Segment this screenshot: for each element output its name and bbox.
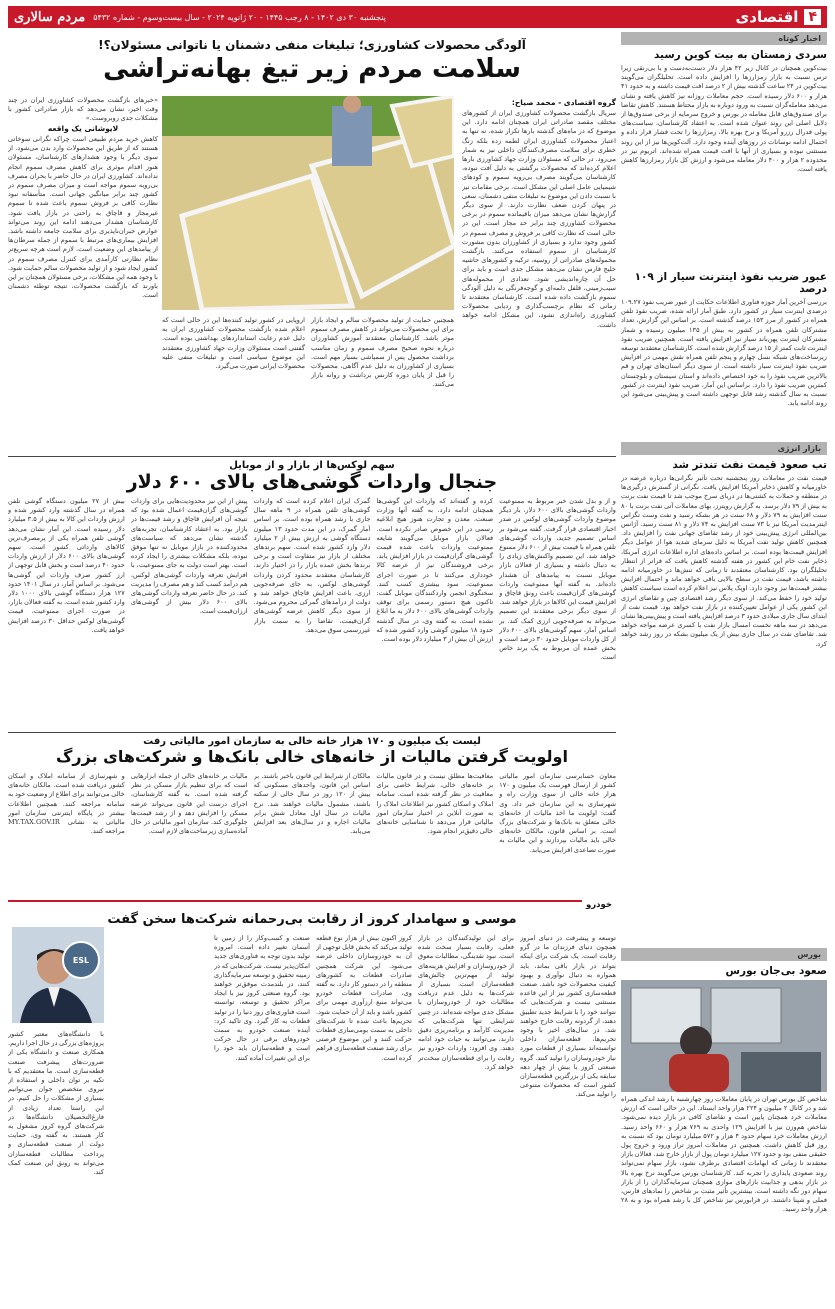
auto-col-1: توسعه و پیشرفت در دنیای امروز همچون دنیای فرزندان ما در گرو رقابت است. یک شرکت برای اینکه بتواند در بازار باقی بماند، باید همواره به دنبال نوآوری و بهبود کیفیت محصولات خود باشد. صنعت قطعه‌سازی کشور نیز از این قاعده مستثنی نیست و شرکت‌هایی که نتوانند خود را با شرایط جدید تطبیق دهند، از گردونه رقابت خارج خواهند شد. در سال‌های اخیر با وجود تحریم‌ها، قطعه‌سازان داخلی توانسته‌اند بسیاری از قطعات مورد نیاز خودروسازان را تولید کنند. گروه صنعتی کروز با بیش از چهار دهه سابقه یکی از بزرگترین قطعه‌سازان کشور است که محصولات متنوعی را تولید می‌کند. [520,934,616,1099]
stock-photo [621,980,827,1092]
phones-col-2: کرده و گفته‌اند که واردات این گوشی‌ها همچنان ادامه دارد. به گفته آنها وزارت صنعت، معدن و تجارت هنوز هیچ ابلاغیه رسمی در این خصوص صادر نکرده است. فعالان بازار موبایل می‌گویند شایعه ممنوعیت واردات باعث شده قیمت گوشی‌های گران‌قیمت در بازار افزایش یابد. برخی فروشندگان نیز از عرضه کالا خودداری می‌کنند تا در صورت اجرای ممنوعیت، سود بیشتری کسب کنند. سخنگوی انجمن واردکنندگان موبایل گفت: تاکنون هیچ دستور رسمی برای توقف واردات گوشی‌های بالای ۶۰۰ دلار به ما ابلاغ نشده است. به گفته وی، در سال گذشته حدود ۱۸ میلیون گوشی وارد کشور شده که ارزش آن بیش از ۳ میلیارد دلار بوده است. [376,497,494,644]
bitcoin-headline: سردی زمستان به بیت کوین رسید [653,49,827,61]
trader-image [621,980,827,1092]
masthead [8,6,827,28]
auto-story-header [8,912,616,927]
newspaper-brand: مردم سالاری [14,9,86,25]
phones-col-5: بیش از ۲۷ میلیون دستگاه گوشی تلفن همراه در سال گذشته وارد کشور شده و ارزش واردات این کالا به بیش از ۳.۵ میلیارد دلار رسیده است. این آمار نشان می‌دهد گوشی تلفن همراه یکی از پرمصرف‌ترین کالاهای وارداتی کشور است. سهم گوشی‌های بالای ۶۰۰ دلار از ارزش واردات حدود ۴۰ درصد است و بخش قابل توجهی از ارز کشور صرف واردات این گوشی‌ها می‌شود. بر اساس آمار، در سال ۱۴۰۱ حدود ۱۲۷ هزار دستگاه گوشی بالای ۱۰۰۰ دلار وارد کشور شده است. به گفته فعالان بازار، در صورت اجرای ممنوعیت، قیمت گوشی‌های لوکس حداقل ۳۰ درصد افزایش خواهد یافت. [8,497,125,634]
auto-headline: موسی و سهامدار کروز از رقابت بی‌رحمانه شرکت‌ها سخن گفت [107,912,517,927]
esl-logo: ESL [62,941,100,979]
tax-story-header [8,736,616,766]
section-label: اقتصادی [735,8,799,26]
lead-photo [162,96,454,310]
phones-headline: جنجال واردات گوشی‌های بالای ۶۰۰ دلار [126,471,498,493]
ribbon-energy: بازار انرژی [621,442,827,455]
phones-col-4: پیش از این نیز محدودیت‌هایی برای واردات گوشی‌های گران‌قیمت اعمال شده بود که نتیجه آن افزایش قاچاق و رشد قیمت‌ها در بازار بود. به اعتقاد کارشناسان، تجربه‌های گذشته نشان می‌دهد که سیاست‌های محدودکننده در بازار موبایل نه تنها موفق نبوده، بلکه مشکلات بیشتری را ایجاد کرده است. بهتر است دولت به جای ممنوعیت، با افزایش تعرفه واردات گوشی‌های لوکس، هم درآمد کسب کند و هم مصرف را مدیریت کند. در حال حاضر تعرفه واردات گوشی‌های بالای ۶۰۰ دلار بیش از گوشی‌های ارزان‌قیمت است. [130,497,248,616]
lead-left-intro: «خبرهای بازگشت محصولات کشاورزی ایران در چند وقت اخیر، نشان می‌دهد که بازار صادراتی کشور با مشکلات جدی روبروست.» [8,96,158,122]
tax-col-5: و شهرسازی از سامانه املاک و اسکان کشور دریافت شده است. مالکان خانه‌های خالی می‌توانند برای اطلاع از وضعیت خود به سامانه مراجعه کنند. همچنین اطلاعات بیشتر در پایگاه اینترنتی سازمان امور مالیاتی به نشانی MY.TAX.GOV.IR مراجعه کنند. [8,772,125,836]
lead-kicker: آلودگی محصولات کشاورزی؛ تبلیغات منفی دشمنان یا ناتوانی مسئولان؟! [98,38,526,52]
page-number: ۴ [804,9,821,25]
stock-body: شاخص کل بورس تهران در پایان معاملات روز چهارشنبه با رشد اندکی همراه شد و در کانال ۲ میلیون و ۲۲۴ هزار واحد ایستاد. این در حالی است که ارزش معاملات خرد همچنان پایین است و تقاضای کافی در بازار دیده نمی‌شود. شاخص هم‌وزن نیز با افزایش ۱۲۹ واحدی به ۷۶۹ هزار و ۶۶۰ واحد رسید. ارزش معاملات خرد سهام حدود ۴ هزار و ۵۷۲ میلیارد تومان بود که نسبت به روز قبل کاهش داشت. همچنین در معاملات امروز تراز ورود و خروج پول حقیقی منفی بود و حدود ۱۲۷ میلیارد تومان پول از بازار خارج شد. فعالان بازار معتقدند تا زمانی که ابهامات اقتصادی برطرف نشود، بازار سهام نمی‌تواند روند صعودی پایداری را تجربه کند. کارشناسان بورس می‌گویند نرخ بهره بالا در بازار بدهی و جذابیت بازارهای موازی همچنان سرمایه‌گذاران را از بازار سهام دور نگه داشته است. بیشترین تأثیر مثبت بر شاخص را نمادهای فارس، فملی و شپنا داشتند. در فرابورس نیز شاخص کل با رشد همراه بود و به ۲۸ هزار واحد رسید. [621,1095,827,1214]
tax-kicker: لیست یک میلیون و ۱۷۰ هزار خانه خالی به سازمان امور مالیاتی رفت [143,736,481,747]
oil-headline: تب صعود قیمت نفت تندتر شد [672,459,827,471]
auto-col-5-upper [112,934,208,1300]
tax-headline: اولویت گرفتن مالیات از خانه‌های خالی بانک‌ها و شرکت‌های بزرگ [56,747,568,766]
tax-col-3: مالکان از شرایط این قانون باخبر باشند. بر اساس این قانون، واحدهای مسکونی که بیش از ۱۲۰ روز در سال خالی از سکنه باشند، مشمول مالیات خواهند شد. نرخ مالیات در سال اول معادل شش برابر مالیات اجاره و در سال‌های بعد افزایش می‌یابد. [253,772,371,836]
tax-col-1: معاون حسابرسی سازمان امور مالیاتی کشور از ارسال فهرست یک میلیون و ۱۷۰ هزار خانه خالی از سوی وزارت راه و شهرسازی به این سازمان خبر داد. وی گفت: اولویت ما اخذ مالیات از خانه‌های خالی متعلق به بانک‌ها و شرکت‌های بزرگ است. بر اساس قانون، مالکان خانه‌های خالی باید مالیات بپردازند و این مالیات به صورت تصاعدی افزایش می‌یابد. [499,772,616,854]
lead-byline: گروه اقتصادی - محمد صیاح: [511,98,616,107]
lead-col-right [462,96,616,474]
stock-headline: صعود بی‌جان بورس [725,965,827,977]
phones-kicker: سهم لوکس‌ها از بازار و از موبایل [229,460,395,471]
internet-body: بررسی آخرین آمار حوزه فناوری اطلاعات حکایت از عبور ضریب نفوذ ۱۰۹.۲۷ درصدی اینترنت سیار در کشور دارد. طبق آمار ارائه شده، ضریب نفوذ تلفن همراه در کشور از مرز ۱۵۳ درصد گذشته است. بر اساس این گزارش، تعداد مشترکان تلفن همراه در کشور به بیش از ۱۳۵ میلیون رسیده و شمار مشترکان اینترنت پهن‌باند سیار نیز افزایش یافته است. همچنین ضریب نفوذ اینترنت ثابت کمتر از ۱۵ درصد گزارش شده است. کارشناسان معتقدند توسعه زیرساخت‌های شبکه نسل چهارم و پنجم تلفن همراه نقش مهمی در افزایش ضریب نفوذ اینترنت سیار داشته است. از سوی دیگر استان‌های تهران و قم بالاترین ضریب نفوذ را به خود اختصاص داده‌اند و استان سیستان و بلوچستان کمترین ضریب نفوذ را دارد. براساس این آمار، ضریب نفوذ اینترنت در کشور نسبت به سال گذشته رشد قابل توجهی داشته است و پیش‌بینی می‌شود این روند ادامه یابد. [621,298,827,408]
lead-col-right-body: سریال بازگشت محصولات کشاورزی ایران از کشورهای مختلف مقصد صادراتی ایران همچنان ادامه دارد. این موضوع که در ماه‌های گذشته بارها تکرار شده، نه تنها به اعتبار محصولات کشاورزی ایران لطمه زده بلکه زنگ خطری برای سلامت مصرف‌کنندگان داخلی نیز به شمار می‌رود. در حالی که مسئولان وزارت جهاد کشاورزی بارها اعلام کرده‌اند که محصولات برگشتی به دلیل آفت نبوده، کارشناسان می‌گویند مصرف بی‌رویه سموم و کودهای شیمیایی عامل اصلی این مشکل است. برخی مقامات نیز با نسبت دادن این موضوع به تبلیغات منفی دشمنان، سعی در پنهان کردن ضعف نظارت دارند. از سوی دیگر گزارش‌ها نشان می‌دهد میزان باقیمانده سموم در برخی محصولات کشاورزی چند برابر حد مجاز است. این در حالی است که نظارت کافی بر فروش و مصرف سموم در کشور وجود ندارد و بسیاری از کشاورزان بدون مشورت کارشناسان از سموم استفاده می‌کنند. بازگشت محموله‌های صادراتی از روسیه، ترکیه و کشورهای حاشیه خلیج فارس نشان می‌دهد مشکل جدی است و باید برای حل آن چاره‌اندیشی شود. تعدادی از محموله‌های سیب‌زمینی، فلفل دلمه‌ای و گوجه‌فرنگی به دلیل آلودگی سموم بازگشت داده شده است. کارشناسان معتقدند تا زمانی که نظام برچسب‌گذاری و ردیابی محصولات کشاورزی راه‌اندازی نشود، این مشکل ادامه خواهد داشت. [462,109,616,329]
lead-left-subhead: لایوشانی یک واقعه [47,124,119,133]
internet-headline: عبور ضریب نفوذ اینترنت سیار از ۱۰۹ درصد [634,271,827,295]
auto-col-5: با دانشگاه‌های معتبر کشور پروژه‌های بزرگی در حال اجرا داریم. همکاری صنعت و دانشگاه یکی از ضرورت‌های پیشرفت صنعت قطعه‌سازی است. ما معتقدیم که با تکیه بر توان داخلی و استفاده از نیروی متخصص جوان می‌توانیم بسیاری از مشکلات را حل کنیم. در این راستا تعداد زیادی از فارغ‌التحصیلان دانشگاه‌ها در شرکت‌های گروه کروز مشغول به کار هستند. به گفته وی، حمایت دولت از صنعت قطعه‌سازی و پرداخت مطالبات قطعه‌سازان می‌تواند به رونق این صنعت کمک کند. [8,1030,104,1177]
divider-1 [8,456,616,457]
section-title [736,8,822,26]
oil-body: قیمت نفت در معاملات روز پنجشنبه تحت تأثیر نگرانی‌ها درباره عرضه در خاورمیانه و کاهش ذخایر آمریکا افزایش یافت. نگرانی از گسترش درگیری‌ها در منطقه و حملات به کشتی‌ها در دریای سرخ موجب شد تا قیمت نفت برنت به بیش از ۷۹ دلار برسد. به گزارش رویترز، بهای معاملات آتی نفت برنت با ۸۰ سنت افزایش به ۷۹ دلار و ۶۸ سنت در هر بشکه رسید و نفت وست تگزاس اینترمدیت آمریکا نیز با ۷۳ سنت افزایش به ۷۴ دلار و ۸۱ سنت رسید. آژانس بین‌المللی انرژی پیش‌بینی خود از رشد تقاضای جهانی نفت را افزایش داد. همچنین کاهش تولید نفت آمریکا به دلیل سرمای شدید هوا از عوامل دیگر افزایش قیمت‌ها بوده است. بر اساس داده‌های اداره اطلاعات انرژی آمریکا، ذخایر نفت خام این کشور در هفته گذشته کاهش یافت که فراتر از انتظار تحلیلگران بود. کارشناسان معتقدند تا زمانی که تنش‌ها در خاورمیانه ادامه داشته باشد، قیمت نفت در سطح بالایی باقی خواهد ماند و احتمال افزایش بیشتر قیمت‌ها نیز وجود دارد. اوپک پلاس نیز اعلام کرده است سیاست کاهش تولید خود را حفظ می‌کند. از سوی دیگر رشد اقتصادی چین و تقاضای انرژی این کشور یکی از عوامل تعیین‌کننده در بازار نفت خواهد بود. قیمت نفت از ابتدای سال جاری میلادی حدود ۳ درصد افزایش یافته است و پیش‌بینی‌ها نشان می‌دهد در سه ماهه نخست امسال بازار نفت با کسری عرضه مواجه خواهد شد. تقاضای نفت در سال جاری بیش از یک میلیون بشکه در روز رشد خواهد کرد. [621,474,827,648]
auto-story-columns [108,934,616,1300]
divider-2 [8,732,616,733]
auto-col-3: کروز اکنون بیش از هزار نوع قطعه تولید می‌کند که بخش قابل توجهی از آن به خودروسازان داخلی عرضه می‌شود. این شرکت همچنین صادرات قطعات به کشورهای منطقه را در دستور کار دارد. به گفته وی، صادرات قطعات خودرو می‌تواند منبع ارزآوری مهمی برای کشور باشد و باید از آن حمایت شود. تحریم‌ها باعث شده تا شرکت‌های داخلی به سمت بومی‌سازی قطعات حرکت کنند و این موضوع فرصتی برای رشد صنعت قطعه‌سازی فراهم کرده است. [316,934,412,1062]
lead-left-body: کاهش خرید مردم طبیعی است چراکه نگرانی سوخاتی هستند که از طریق این محصولات وارد بدن می‌شود. از سوی دیگر با وجود هشدارهای کارشناسان، مسئولان هنوز اقدام موثری برای کاهش مصرف سموم انجام نداده‌اند. کشاورزی ایران در حال حاضر با بحران مصرف بی‌رویه سموم مواجه است و میزان مصرف سموم در کشور چند برابر میانگین جهانی است. متأسفانه نبود نظارت کافی بر فروش سموم باعث شده تا سموم غیرمجاز و قاچاق به راحتی در بازار یافت شود. کارشناسان هشدار می‌دهند ادامه این روند می‌تواند عوارض جبران‌ناپذیری برای سلامت جامعه داشته باشد. افزایش بیماری‌های مرتبط با سموم از جمله سرطان‌ها از پیامدهای این وضعیت است. لازم است هرچه سریع‌تر نظام نظارتی کارآمدی برای کنترل مصرف سموم در کشور ایجاد شود و از تولید محصولات سالم حمایت شود. با وجود همه این مشکلات، برخی مسئولان همچنان بر این باورند که بازگشت محصولات، نتیجه توطئه دشمنان است. [8,135,158,300]
phones-story-header [8,460,616,493]
phones-col-3: گمرک ایران اعلام کرده است که واردات گوشی‌های تلفن همراه در ۹ ماهه سال جاری با رشد همراه بوده است. بر اساس آمار گمرک، در این مدت حدود ۱۳ میلیون دستگاه گوشی به ارزش بیش از ۲ میلیارد دلار وارد کشور شده است. سهم برندهای مختلف از بازار نیز متفاوت است و برخی برندها بخش عمده بازار را در اختیار دارند. کارشناسان معتقدند محدود کردن واردات گوشی‌های لوکس، به جای صرفه‌جویی ارزی، باعث افزایش قاچاق خواهد شد و دولت از درآمدهای گمرکی محروم می‌شود. از سوی دیگر کاهش عرضه گوشی‌های گران‌قیمت، تقاضا را به سمت بازار غیررسمی سوق می‌دهد. [253,497,371,634]
tax-story-columns [8,772,616,892]
auto-col-4: صنعت و کسب‌وکار را از زمین تا آسمان تغییر داده است. امروزه تولید بدون توجه به فناوری‌های جدید امکان‌پذیر نیست. شرکت‌هایی که در زمینه تحقیق و توسعه سرمایه‌گذاری کنند، در بلندمدت موفق‌تر خواهند بود. گروه صنعتی کروز نیز با ایجاد مراکز تحقیق و توسعه، توانسته است فناوری‌های روز دنیا را در تولید قطعات به کار گیرد. وی تاکید کرد: آینده صنعت خودرو به سمت خودروهای برقی در حال حرکت است و قطعه‌سازان باید خود را برای این تغییرات آماده کنند. [214,934,310,1062]
lead-story-header [8,38,616,84]
auto-section-bar [8,900,616,912]
lead-under-photo-left: اروپایی در کشور تولید کننده‌ها این در حالی است که اعلام شده بازگشت محصولات کشاورزی ایران به دلیل عدم رعایت استانداردهای بهداشتی بوده است. گفتنی است مسئولان وزارت جهاد کشاورزی معتقدند این موضوع سیاسی است و تبلیغات منفی علیه محصولات ایرانی صورت می‌گیرد. [162,316,305,371]
auto-section-label: خودرو [582,900,616,910]
lead-under-photo-right: همچنین حمایت از تولید محصولات سالم و ایجاد بازار برای این محصولات می‌تواند در کاهش مصرف سموم موثر باشد. کارشناسان معتقدند آموزش کشاورزان درباره نحوه صحیح مصرف سموم و زمان مناسب برداشت محصول پس از سمپاشی بسیار مهم است. بسیاری از کشاورزان به دلیل عدم آگاهی، محصولات را قبل از پایان دوره کارنس برداشت و روانه بازار می‌کنند. [311,316,454,389]
tax-col-4: مالیات بر خانه‌های خالی از جمله ابزارهایی است که برای تنظیم بازار مسکن در نظر گرفته شده است. به گفته کارشناسان، اجرای درست این قانون می‌تواند عرضه مسکن را افزایش دهد و از رشد قیمت‌ها جلوگیری کند. سازمان امور مالیاتی در حال آماده‌سازی زیرساخت‌های لازم است. [130,772,248,836]
ribbon-stock: بورس [621,948,827,961]
potato-crates-image [162,96,454,310]
auto-col-under-photo [8,1030,104,1300]
auto-portrait [12,927,104,1023]
lead-under-photo [162,316,454,446]
bitcoin-body: بیت‌کوین همچنان در کانال زیر ۴۲ هزار دلار دست‌به‌دست و با بی‌رنقی زیرا ترس نسبت به بازار رمزارزها را افزایش داده است. تحلیلگران می‌گویند بیت‌کوین در ۲۴ ساعت گذشته بیش از ۲ درصد افت قیمت داشته و به حدود ۴۱ هزار و ۶۰۰ دلار رسیده است. حجم معاملات روزانه نیز کاهش یافته و نشان می‌دهد معامله‌گران نسبت به ورود دوباره به بازار محتاط هستند. کاهش تقاضا برای صندوق‌های قابل معامله در بورس و خروج سرمایه از برخی صندوق‌ها از دلایل اصلی این روند عنوان شده است. به اعتقاد کارشناسان، سیاست‌های پولی فدرال رزرو آمریکا و نرخ بهره بالا، رمزارزها را تحت فشار قرار داده و احتمال ادامه نوسانات در روزهای آینده وجود دارد. آلت‌کوین‌ها نیز از این روند مستثنی نبوده و بسیاری از آنها با افت قیمت همراه شده‌اند. اتریوم نیز در محدوده ۲ هزار و ۴۰۰ دلار معامله می‌شود و ارزش کل بازار رمزارزها کاهش یافته است. [621,64,827,174]
phones-story-columns [8,497,616,727]
auto-col-2: برای این تولیدکنندگان در بازار فعلی، رقابت بسیار سخت شده است. نبود نقدینگی، مطالبات معوق از خودروسازان و افزایش هزینه‌های تولید از مهم‌ترین چالش‌های قطعه‌سازان است. بسیاری از شرکت‌ها به دلیل عدم دریافت مطالبات خود از خودروسازان با مشکل جدی مواجه شده‌اند. در چنین شرایطی تنها شرکت‌هایی که مدیریت کارآمد و برنامه‌ریزی دقیق دارند، می‌توانند به حیات خود ادامه دهند. وی افزود: واردات خودرو نیز رقابت را برای قطعه‌سازان سخت‌تر خواهد کرد. [418,934,514,1071]
tax-col-2: معافیت‌ها مطلق نیست و در قانون مالیات بر خانه‌های خالی، شرایط خاصی برای معافیت در نظر گرفته شده است. سامانه املاک و اسکان کشور نیز اطلاعات املاک را به صورت آنلاین در اختیار سازمان امور مالیاتی قرار می‌دهد تا شناسایی خانه‌های خالی دقیق‌تر انجام شود. [376,772,494,836]
phones-col-1: و از و بدل شدن خبر مربوط به ممنوعیت واردات گوشی‌های بالای ۶۰۰ دلار، بار دیگر موضوع واردات گوشی‌های لوکس در صدر اخبار اقتصادی قرار گرفت. گفته می‌شود بر اساس تصمیم جدید، واردات گوشی‌های تلفن همراه با قیمت بیش از ۶۰۰ دلار ممنوع خواهد شد. این تصمیم واکنش‌های زیادی را به دنبال داشته و بسیاری از فعالان بازار موبایل نسبت به پیامدهای آن هشدار داده‌اند. به گفته آنها ممنوعیت واردات گوشی‌های گران‌قیمت باعث رونق قاچاق و افزایش قیمت این کالاها در بازار خواهد شد. از سوی دیگر برخی معتقدند این تصمیم می‌تواند به صرفه‌جویی ارزی کمک کند. بر اساس آمار، سهم گوشی‌های بالای ۶۰۰ دلار از کل واردات موبایل حدود ۳۰ درصد است و بخش عمده آن مربوط به یک برند خاص است. [499,497,616,662]
dateline: پنجشنبه ۳۰ دی ۱۴۰۲ - ۸ رجب ۱۴۴۵ - ۲۰ ژانویه ۲۰۲۴ - سال بیست‌و‌سوم - شماره ۵۴۳۲ [93,12,386,22]
right-column [621,32,827,1304]
lead-col-left [8,96,158,460]
ribbon-short-news: اخبار کوتاه [621,32,827,45]
lead-headline: سلامت مردم زیر تیغ بهانه‌تراشی [103,54,521,84]
